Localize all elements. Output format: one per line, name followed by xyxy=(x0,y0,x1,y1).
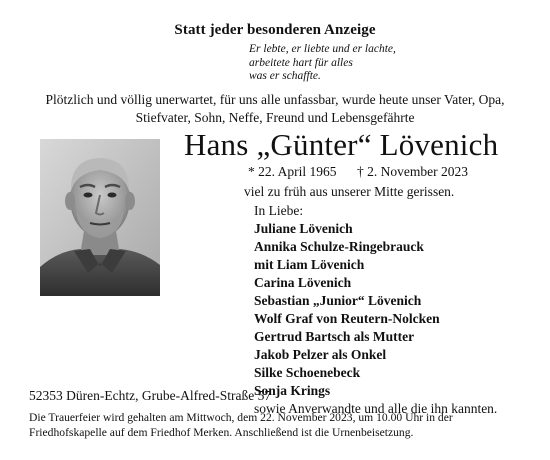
mourner-name: Gertrud Bartsch als Mutter xyxy=(254,329,415,344)
mourner-name: Carina Lövenich xyxy=(254,275,352,290)
mourner-name: Jakob Pelzer als Onkel xyxy=(254,347,387,362)
memorial-quote xyxy=(249,43,396,84)
mourners-lead: In Liebe: xyxy=(254,203,304,218)
family-address: 52353 Düren-Echtz, Grube-Alfred-Straße 57 xyxy=(29,388,272,403)
portrait-image xyxy=(40,139,160,296)
service-line: Friedhofskapelle auf dem Friedhof Merken. Anschließend ist die Urnenbeisetzung. xyxy=(29,426,414,439)
mourner-name: Juliane Lövenich xyxy=(254,221,353,236)
funeral-service-info xyxy=(29,410,453,440)
headline: Statt jeder besonderen Anzeige xyxy=(174,22,376,38)
mourner-name: mit Liam Lövenich xyxy=(254,257,365,272)
intro-text xyxy=(0,91,550,127)
mourners-list xyxy=(254,202,497,418)
deceased-name: Hans „Günter“ Lövenich xyxy=(184,127,499,162)
mourner-name: Wolf Graf von Reutern-Nolcken xyxy=(254,311,440,326)
mourner-name: Annika Schulze-Ringebrauck xyxy=(254,239,424,254)
intro-line: Plötzlich und völlig unerwartet, für uns alle unfassbar, wurde heute unser Vater, Opa, xyxy=(45,92,505,107)
mourner-name: Sonja Krings xyxy=(254,383,331,398)
portrait-photo xyxy=(40,139,160,296)
mourner-name: Sebastian „Junior“ Lövenich xyxy=(254,293,422,308)
quote-line: arbeitete hart für alles xyxy=(249,56,353,69)
mourner-name: Silke Schoenebeck xyxy=(254,365,361,380)
mourners-closing: sowie Anverwandte und alle die ihn kannten. xyxy=(254,401,498,416)
quote-line: was er schaffte. xyxy=(249,70,321,82)
quote-line: Er lebte, er liebte und er lachte, xyxy=(249,43,396,55)
intro-line: Stiefvater, Sohn, Neffe, Freund und Lebensgefährte xyxy=(135,110,415,125)
early-departure-text: viel zu früh aus unserer Mitte gerissen. xyxy=(244,184,455,199)
birth-date: * 22. April 1965 xyxy=(248,164,337,179)
service-line: Die Trauerfeier wird gehalten am Mittwoch, dem 22. November 2023, um 10.00 Uhr in der xyxy=(29,411,453,424)
death-date: † 2. November 2023 xyxy=(357,164,468,179)
